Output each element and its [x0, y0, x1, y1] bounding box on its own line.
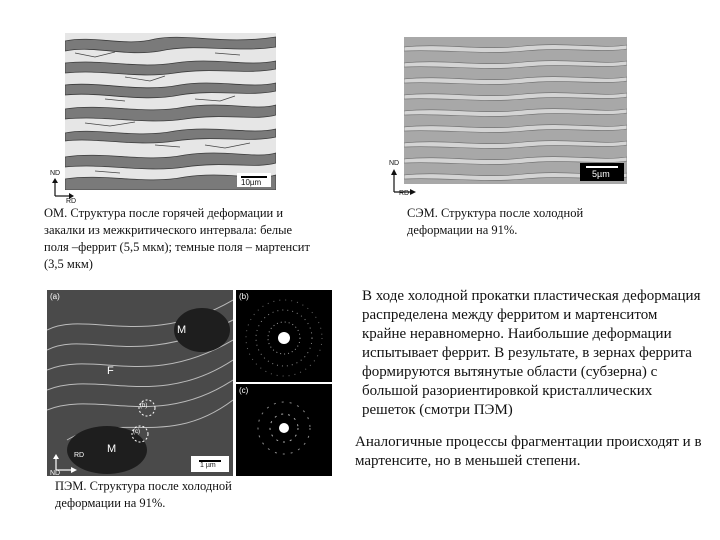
tem-circle-b-label: (b) [140, 403, 148, 409]
sem-axis-nd: ND [389, 160, 400, 167]
tem-caption: ПЭМ. Структура после холодной деформации на 91%. [55, 479, 232, 510]
tem-circle-c-label: (c) [133, 429, 140, 435]
tem-diffraction-c [236, 384, 332, 476]
tem-scale-bar-label: 1 µm [200, 462, 216, 469]
sem-axes [389, 160, 423, 198]
tem-micrograph [47, 290, 233, 476]
diffraction-pattern-c [236, 384, 332, 476]
diffraction-pattern-b [236, 290, 332, 382]
tem-panel-c-label: (c) [239, 386, 249, 395]
tem-texture [47, 290, 233, 476]
tem-diffraction-b [236, 290, 332, 382]
tem-label-f: F [107, 365, 114, 377]
sem-texture [404, 37, 627, 184]
paragraph-fragmentation: Аналогичные процессы фрагментации происходят и в мартенсите, но в меньшей степени. [355, 434, 702, 469]
om-axes [50, 170, 80, 205]
om-axis-nd: ND [50, 170, 61, 177]
om-caption: ОМ. Структура после горячей деформации и закалки из межкритического интервала: белые поля –феррит (5,5 мкм); темные поля – мартенсит (3,5 мкм) [44, 206, 310, 271]
sem-caption: СЭМ. Структура после холодной деформации на 91%. [407, 206, 584, 237]
tem-label-m1: M [177, 324, 187, 336]
tem-panel-a-label: (a) [50, 292, 60, 301]
tem-panel-b-label: (b) [239, 292, 249, 301]
om-scale-bar-label: 10µm [241, 178, 262, 187]
tem-label-m2: M [107, 443, 117, 455]
om-micrograph [65, 33, 276, 190]
tem-axes [50, 450, 86, 480]
sem-axis-rd: RD [399, 190, 410, 197]
sem-scale-bar-label: 5µm [592, 169, 610, 179]
paragraph-deformation: В ходе холодной прокатки пластическая деформация распределена между ферритом и мартенситом крайне неравномерно. Наибольшие деформации испытывает феррит. В результате, в зернах феррита формируются вытянутые области (субзерна) с большой разориентировкой кристаллических решеток (смотри ПЭМ) [362, 288, 701, 418]
tem-axis-rd: RD [74, 452, 85, 459]
sem-micrograph [404, 37, 627, 184]
om-texture [65, 33, 276, 190]
om-axis-rd: RD [66, 198, 77, 205]
tem-axis-nd: ND [50, 470, 61, 477]
